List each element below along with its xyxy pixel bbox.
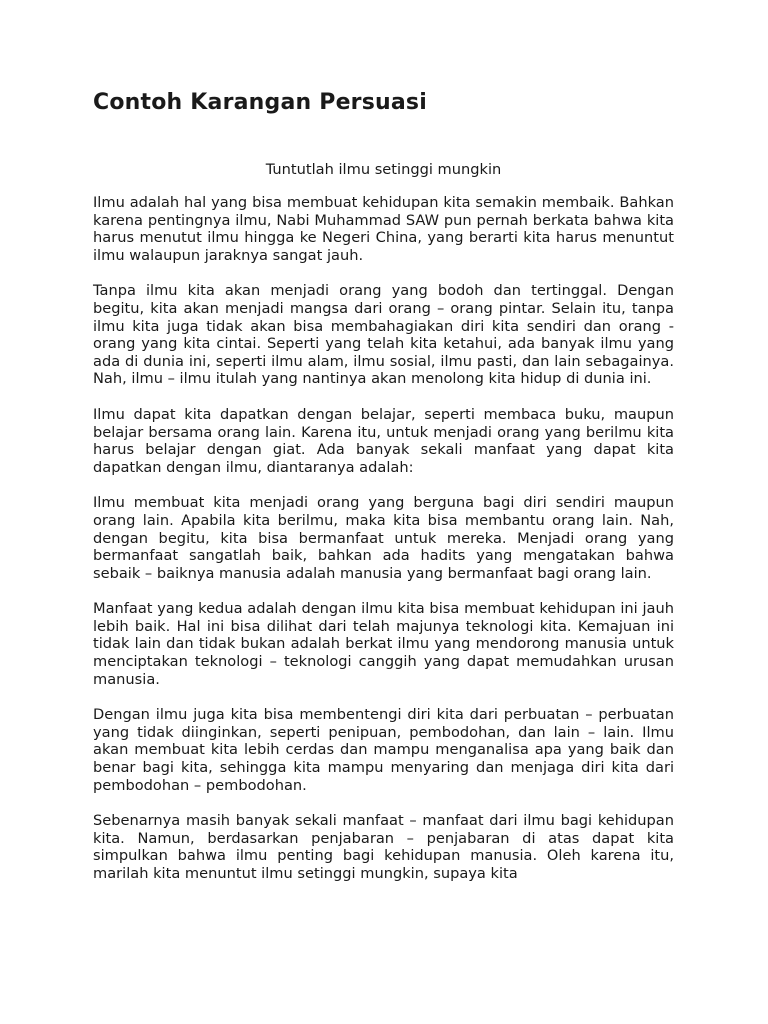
paragraph-7: Sebenarnya masih banyak sekali manfaat – manfaat dari ilmu bagi kehidupan kita. Namun, berdasarkan penjabaran – penjabaran di atas dapat kita simpulkan bahwa ilmu penting bagi kehidupan manusia. Oleh karena itu, marilah kita menuntut ilmu setinggi mungkin, supaya kita <box>93 812 674 882</box>
paragraph-4: Ilmu membuat kita menjadi orang yang berguna bagi diri sendiri maupun orang lain. Apabila kita berilmu, maka kita bisa membantu orang lain. Nah, dengan begitu, kita bisa bermanfaat untuk mereka. Menjadi orang yang bermanfaat sangatlah baik, bahkan ada hadits yang mengatakan bahwa sebaik – baiknya manusia adalah manusia yang bermanfaat bagi orang lain. <box>93 494 674 582</box>
document-title: Contoh Karangan Persuasi <box>93 90 427 115</box>
paragraph-6: Dengan ilmu juga kita bisa membentengi diri kita dari perbuatan – perbuatan yang tidak diinginkan, seperti penipuan, pembodohan, dan lain – lain. Ilmu akan membuat kita lebih cerdas dan mampu menganalisa apa yang baik dan benar bagi kita, sehingga kita mampu menyaring dan menjaga diri kita dari pembodohan – pembodohan. <box>93 706 674 794</box>
paragraph-5: Manfaat yang kedua adalah dengan ilmu kita bisa membuat kehidupan ini jauh lebih baik. Hal ini bisa dilihat dari telah majunya teknologi kita. Kemajuan ini tidak lain dan tidak bukan adalah berkat ilmu yang mendorong manusia untuk menciptakan teknologi – teknologi canggih yang dapat memudahkan urusan manusia. <box>93 600 674 688</box>
paragraph-2: Tanpa ilmu kita akan menjadi orang yang bodoh dan tertinggal. Dengan begitu, kita akan menjadi mangsa dari orang – orang pintar. Selain itu, tanpa ilmu kita juga tidak akan bisa membahagiakan diri kita sendiri dan orang - orang yang kita cintai. Seperti yang telah kita ketahui, ada banyak ilmu yang ada di dunia ini, seperti ilmu alam, ilmu sosial, ilmu pasti, dan lain sebagainya. Nah, ilmu – ilmu itulah yang nantinya akan menolong kita hidup di dunia ini. <box>93 282 674 388</box>
paragraph-1: Ilmu adalah hal yang bisa membuat kehidupan kita semakin membaik. Bahkan karena pentingnya ilmu, Nabi Muhammad SAW pun pernah berkata bahwa kita harus menutut ilmu hingga ke Negeri China, yang berarti kita harus menuntut ilmu walaupun jaraknya sangat jauh. <box>93 194 674 264</box>
document-page <box>93 88 674 901</box>
document-subtitle: Tuntutlah ilmu setinggi mungkin <box>265 161 502 178</box>
paragraph-3: Ilmu dapat kita dapatkan dengan belajar, seperti membaca buku, maupun belajar bersama orang lain. Karena itu, untuk menjadi orang yang berilmu kita harus belajar dengan giat. Ada banyak sekali manfaat yang dapat kita dapatkan dengan ilmu, diantaranya adalah: <box>93 405 674 476</box>
